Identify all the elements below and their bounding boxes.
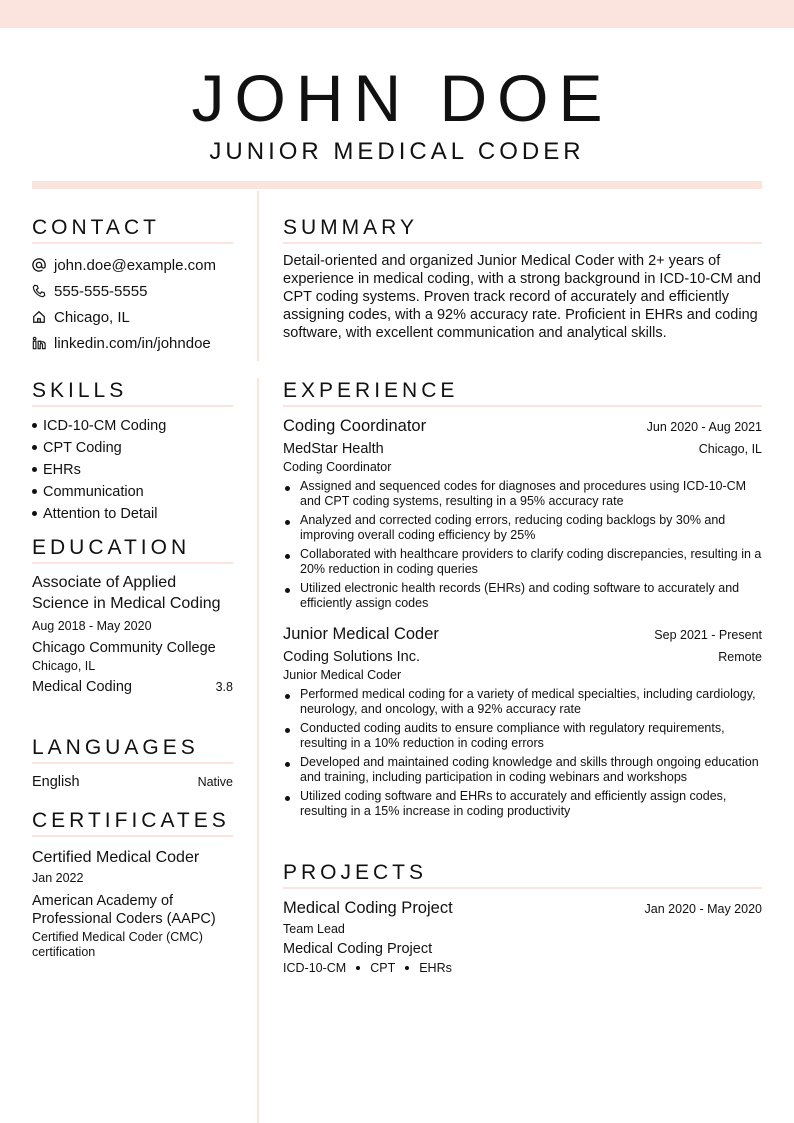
column-divider-bottom	[257, 378, 259, 1123]
language-item	[32, 772, 233, 792]
candidate-name: JOHN DOE	[191, 61, 613, 135]
project-name: Medical Coding Project	[283, 941, 433, 957]
project-tag: CPT	[370, 961, 396, 975]
project-role: Team Lead	[283, 922, 345, 936]
bullet-item: Conducted coding audits to ensure compliance with regulatory requirements, resulting in a 10% reduction in coding errors	[283, 721, 762, 751]
skill-item: Communication	[32, 481, 233, 503]
summary-heading: SUMMARY	[283, 216, 762, 244]
job-location: Chicago, IL	[698, 442, 762, 456]
education-dates: Aug 2018 - May 2020	[32, 619, 152, 633]
experience-section	[283, 379, 762, 823]
education-degree: Associate of Applied Science in Medical Coding	[32, 574, 221, 612]
bullet-item: Performed medical coding for a variety of medical specialties, including cardiology, neurology, and oncology, with a 92% accuracy rate	[283, 687, 762, 717]
contact-location	[32, 304, 233, 330]
column-divider-top	[257, 191, 259, 361]
bullet-item: Analyzed and corrected coding errors, reducing coding backlogs by 30% and improving overall coding efficiency by 25%	[283, 513, 762, 543]
contact-section	[32, 216, 233, 356]
languages-heading: LANGUAGES	[32, 736, 233, 764]
skill-item: CPT Coding	[32, 437, 233, 459]
contact-linkedin[interactable]	[32, 330, 233, 356]
job-bullets	[283, 687, 762, 819]
education-field: Medical Coding	[32, 679, 132, 695]
job-title: Coding Coordinator	[283, 417, 427, 435]
certificate-issuer: American Academy of Professional Coders (AAPC)	[32, 893, 216, 927]
education-gpa: 3.8	[215, 680, 233, 694]
certificate-date: Jan 2022	[32, 871, 84, 885]
job-dates: Jun 2020 - Aug 2021	[646, 420, 762, 434]
summary-text: Detail-oriented and organized Junior Medical Coder with 2+ years of experience in medical coding, with a strong background in ICD-10-CM and CPT coding systems. Proven track record of accurately and efficiently assigning codes, with a 92% accuracy rate. Proficient in EHRs and coding software, with excellent communication and analytical skills.	[283, 253, 761, 341]
job-company: Coding Solutions Inc.	[283, 649, 421, 665]
job-dates: Sep 2021 - Present	[654, 628, 762, 642]
projects-section	[283, 861, 762, 975]
bullet-item: Utilized electronic health records (EHRs) and coding software to accurately and efficiently assign codes	[283, 581, 762, 611]
skill-item: ICD-10-CM Coding	[32, 415, 233, 437]
job-entry	[283, 623, 762, 819]
skill-item: Attention to Detail	[32, 503, 233, 525]
summary-section	[283, 216, 762, 342]
home-icon	[32, 310, 46, 324]
contact-email[interactable]	[32, 252, 233, 278]
resume-header	[0, 58, 794, 166]
project-title: Medical Coding Project	[283, 899, 453, 917]
certificate-description: Certified Medical Coder (CMC) certification	[32, 930, 203, 959]
job-role: Junior Medical Coder	[283, 668, 402, 682]
languages-section	[32, 736, 233, 792]
project-tag: ICD-10-CM	[283, 961, 347, 975]
education-heading: EDUCATION	[32, 536, 233, 564]
contact-phone[interactable]	[32, 278, 233, 304]
email-text: john.doe@example.com	[54, 256, 216, 274]
phone-icon	[32, 284, 46, 298]
bullet-item: Utilized coding software and EHRs to accurately and efficiently assign codes, resulting in a 15% increase in coding productivity	[283, 789, 762, 819]
skills-heading: SKILLS	[32, 379, 233, 407]
certificates-heading: CERTIFICATES	[32, 809, 233, 837]
bullet-item: Assigned and sequenced codes for diagnoses and procedures using ICD-10-CM and CPT coding systems, resulting in a 95% accuracy rate	[283, 479, 762, 509]
candidate-title: JUNIOR MEDICAL CODER	[209, 138, 585, 165]
phone-text: 555-555-5555	[54, 282, 148, 300]
job-location: Remote	[718, 650, 762, 664]
job-bullets	[283, 479, 762, 611]
job-entry	[283, 415, 762, 611]
linkedin-icon	[32, 336, 46, 350]
education-section	[32, 536, 233, 697]
top-accent-bar	[0, 0, 794, 28]
at-sign-icon	[32, 258, 46, 272]
certificates-section	[32, 809, 233, 960]
linkedin-text: linkedin.com/in/johndoe	[54, 334, 211, 352]
job-company: MedStar Health	[283, 441, 384, 457]
contact-heading: CONTACT	[32, 216, 233, 244]
project-tags	[283, 961, 762, 975]
projects-heading: PROJECTS	[283, 861, 762, 889]
education-field-row	[32, 677, 233, 697]
certificate-name: Certified Medical Coder	[32, 849, 200, 866]
bullet-item: Collaborated with healthcare providers to clarify coding discrepancies, resulting in a 20% reduction in coding queries	[283, 547, 762, 577]
job-role: Coding Coordinator	[283, 460, 392, 474]
location-text: Chicago, IL	[54, 308, 130, 326]
language-name: English	[32, 774, 80, 790]
project-tag: EHRs	[419, 961, 452, 975]
project-dates: Jan 2020 - May 2020	[644, 902, 762, 916]
header-divider	[32, 181, 762, 189]
language-level: Native	[197, 775, 233, 789]
experience-heading: EXPERIENCE	[283, 379, 762, 407]
bullet-item: Developed and maintained coding knowledge and skills through ongoing education and training, including participation in coding webinars and workshops	[283, 755, 762, 785]
skill-item: EHRs	[32, 459, 233, 481]
education-location: Chicago, IL	[32, 659, 96, 673]
skills-section	[32, 379, 233, 525]
education-school: Chicago Community College	[32, 640, 216, 656]
job-title: Junior Medical Coder	[283, 625, 439, 643]
